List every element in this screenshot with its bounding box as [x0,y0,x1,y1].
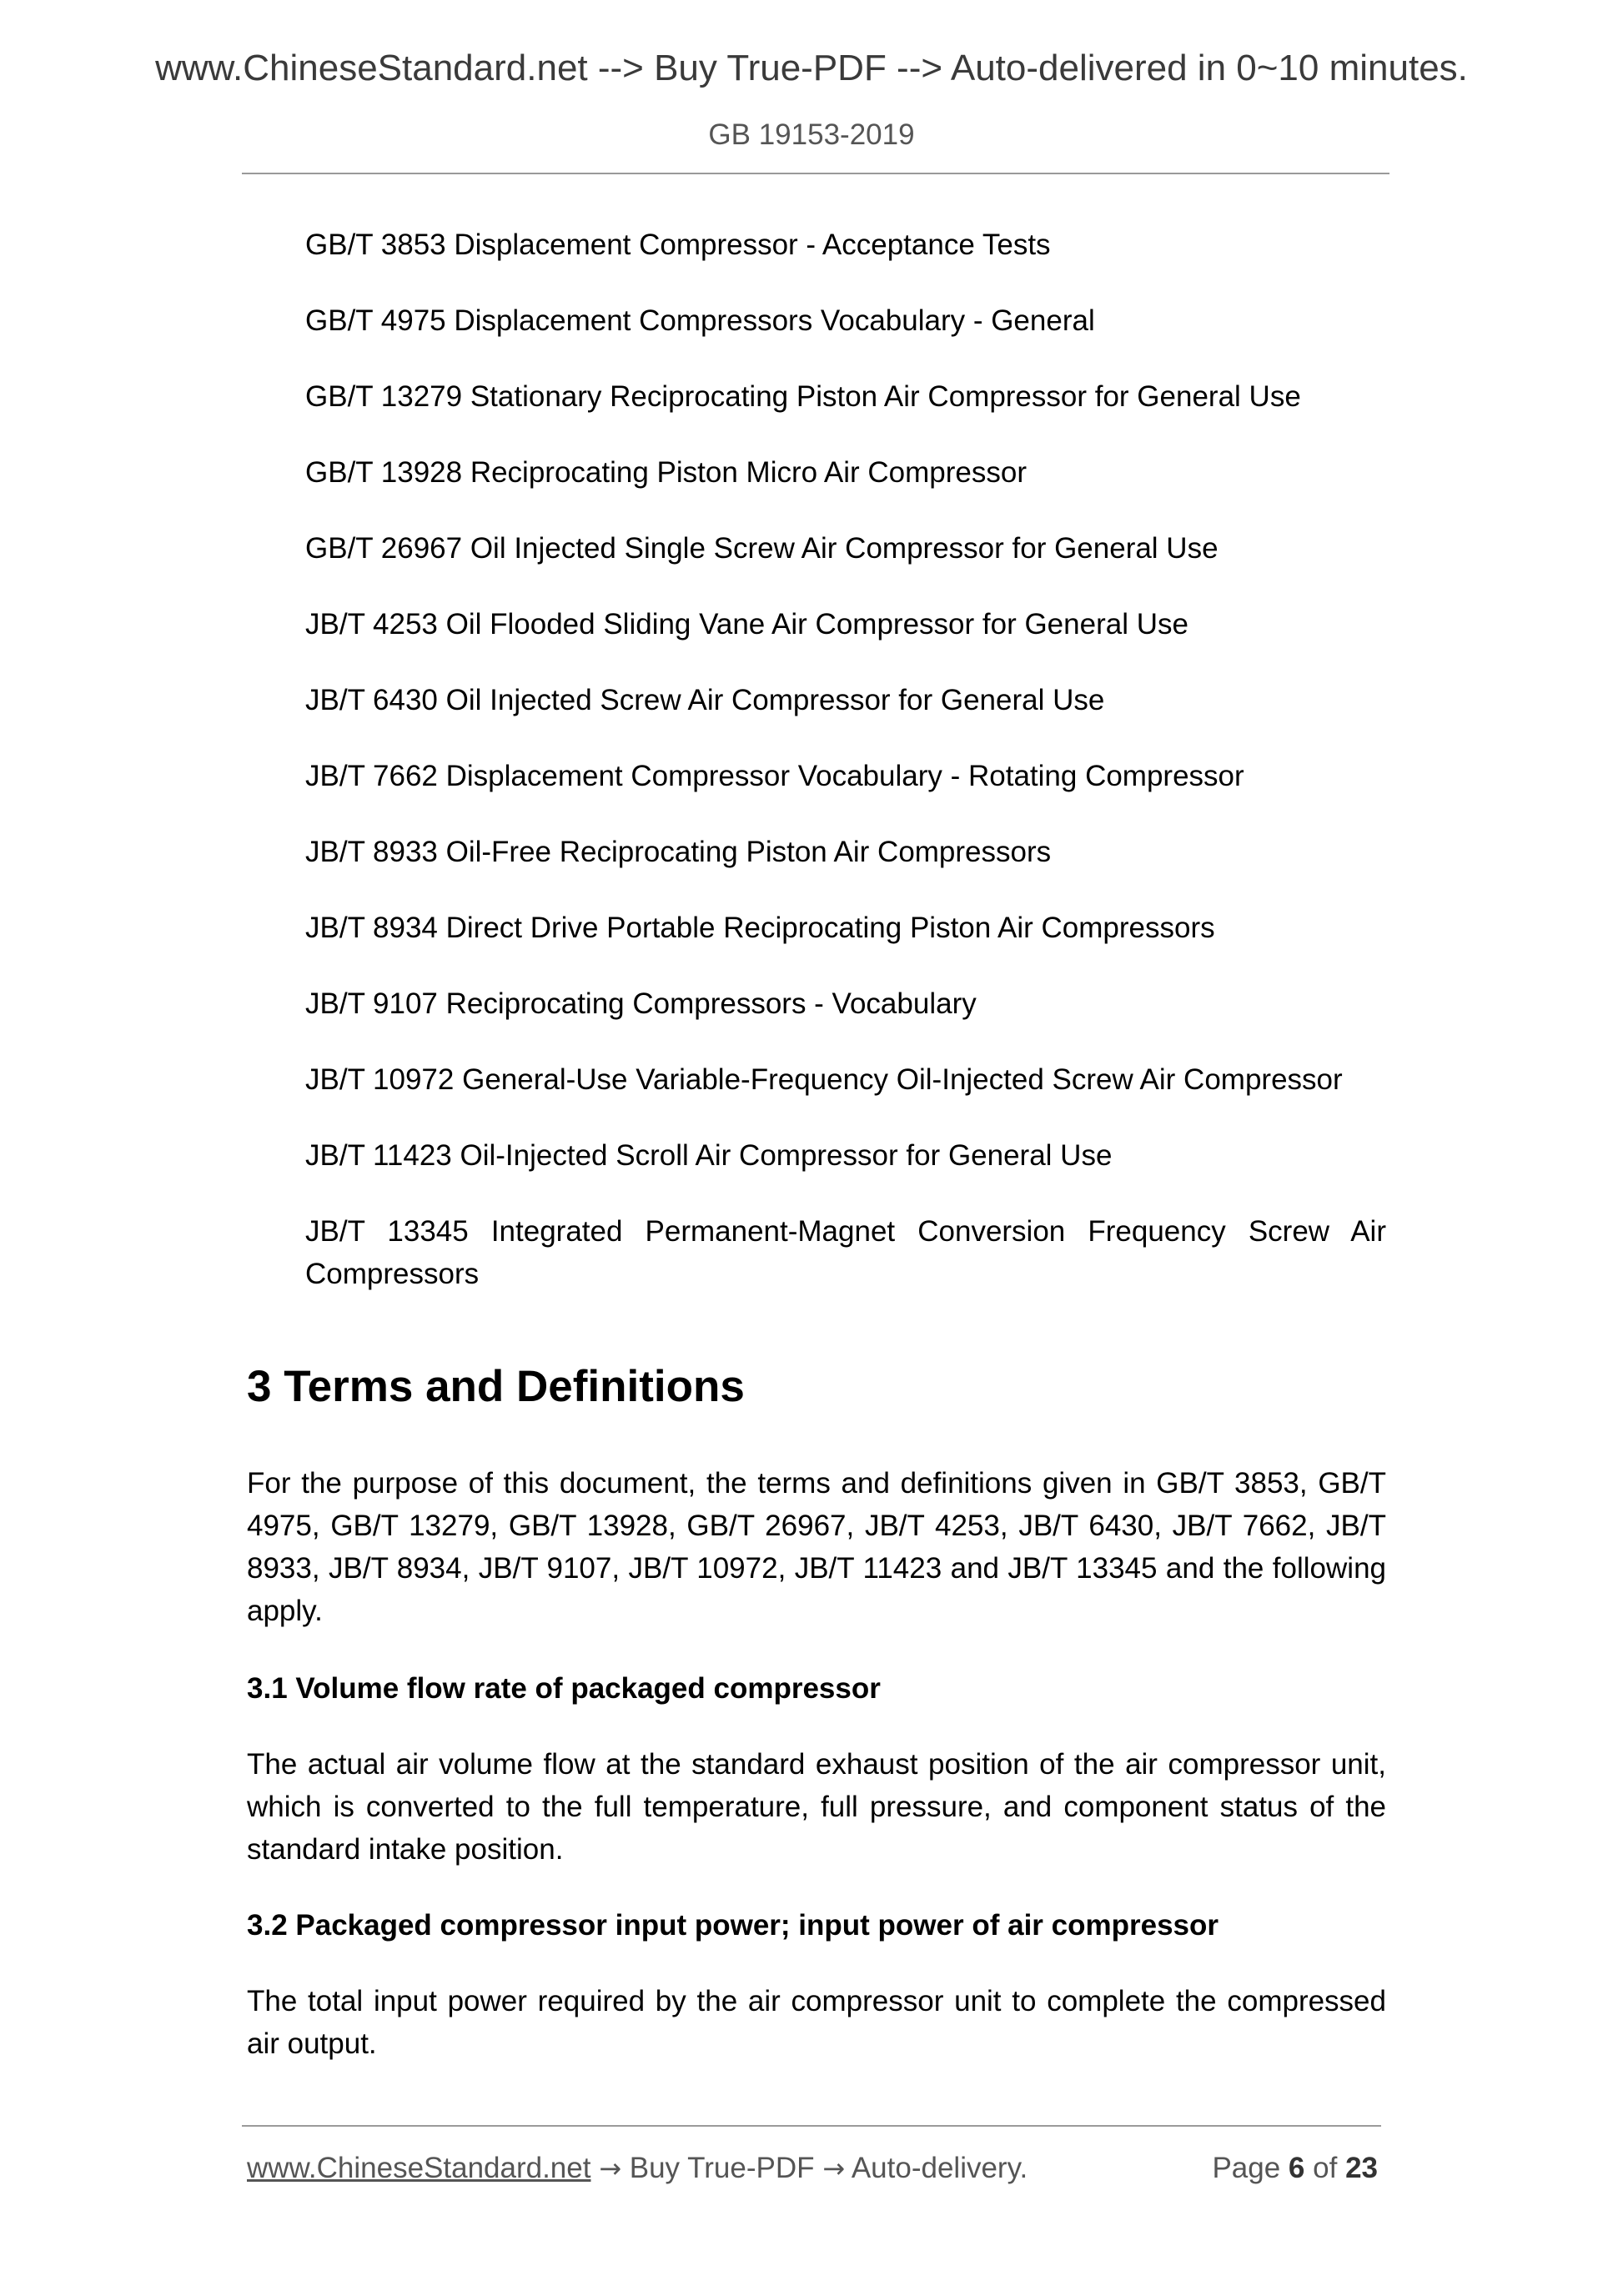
of-label: of [1313,2152,1338,2184]
arrow-right-icon: → [822,2153,846,2184]
footer-buy-text: Buy True-PDF [629,2152,815,2184]
footer-website-link[interactable]: www.ChineseStandard.net [247,2152,591,2184]
term-heading-3-2: 3.2 Packaged compressor input power; input power of air compressor [247,1909,1219,1942]
page-number: 6 [1288,2152,1305,2184]
footer-delivery-text: Auto-delivery. [851,2152,1028,2184]
list-item: JB/T 11423 Oil-Injected Scroll Air Compressor for General Use [305,1139,1113,1172]
list-item: GB/T 13928 Reciprocating Piston Micro Air Compressor [305,456,1027,489]
list-item: JB/T 8934 Direct Drive Portable Reciprocating Piston Air Compressors [305,912,1215,944]
normative-references-list [305,224,1386,1295]
list-item: JB/T 6430 Oil Injected Screw Air Compressor for General Use [305,684,1105,716]
page-footer [247,2145,1378,2192]
section-title: 3 Terms and Definitions [247,1362,745,1411]
header-divider [242,173,1389,174]
list-item: JB/T 13345 Integrated Permanent-Magnet Conversion Frequency Screw Air Compressors [305,1215,1386,1290]
arrow-right-icon: → [599,2153,622,2184]
section-intro-paragraph: For the purpose of this document, the terms and definitions given in GB/T 3853, GB/T 4975, GB/T 13279, GB/T 13928, GB/T 26967, JB/T 4253, JB/T 6430, JB/T 7662, JB/T 8933, JB/T 8934, JB/T 9107, JB/T 10972, JB/T 11423 and JB/T 13345 and the following apply. [247,1467,1386,1627]
term-definition-3-2: The total input power required by the air compressor unit to complete the compressed air output. [247,1985,1386,2060]
header-banner: www.ChineseStandard.net --> Buy True-PDF --> Auto-delivered in 0~10 minutes. [155,48,1468,88]
list-item: JB/T 7662 Displacement Compressor Vocabulary - Rotating Compressor [305,760,1244,792]
list-item: GB/T 13279 Stationary Reciprocating Piston Air Compressor for General Use [305,380,1301,413]
term-definition-3-1: The actual air volume flow at the standard exhaust position of the air compressor unit, which is converted to the full temperature, full pressure, and component status of the standard intake position. [247,1748,1386,1866]
footer-promo [247,2145,1028,2192]
page-label: Page [1212,2152,1281,2184]
footer-divider [242,2125,1381,2127]
list-item: JB/T 4253 Oil Flooded Sliding Vane Air Compressor for General Use [305,608,1188,641]
list-item: GB/T 3853 Displacement Compressor - Acceptance Tests [305,229,1051,261]
list-item: JB/T 8933 Oil-Free Reciprocating Piston Air Compressors [305,836,1052,868]
list-item: JB/T 10972 General-Use Variable-Frequency Oil-Injected Screw Air Compressor [305,1063,1343,1096]
list-item: JB/T 9107 Reciprocating Compressors - Vocabulary [305,987,977,1020]
page-indicator [1212,2145,1378,2192]
document-code: GB 19153-2019 [708,118,915,151]
list-item: GB/T 26967 Oil Injected Single Screw Air Compressor for General Use [305,532,1219,565]
total-pages: 23 [1345,2152,1378,2184]
term-heading-3-1: 3.1 Volume flow rate of packaged compressor [247,1672,881,1705]
list-item: GB/T 4975 Displacement Compressors Vocabulary - General [305,304,1095,337]
